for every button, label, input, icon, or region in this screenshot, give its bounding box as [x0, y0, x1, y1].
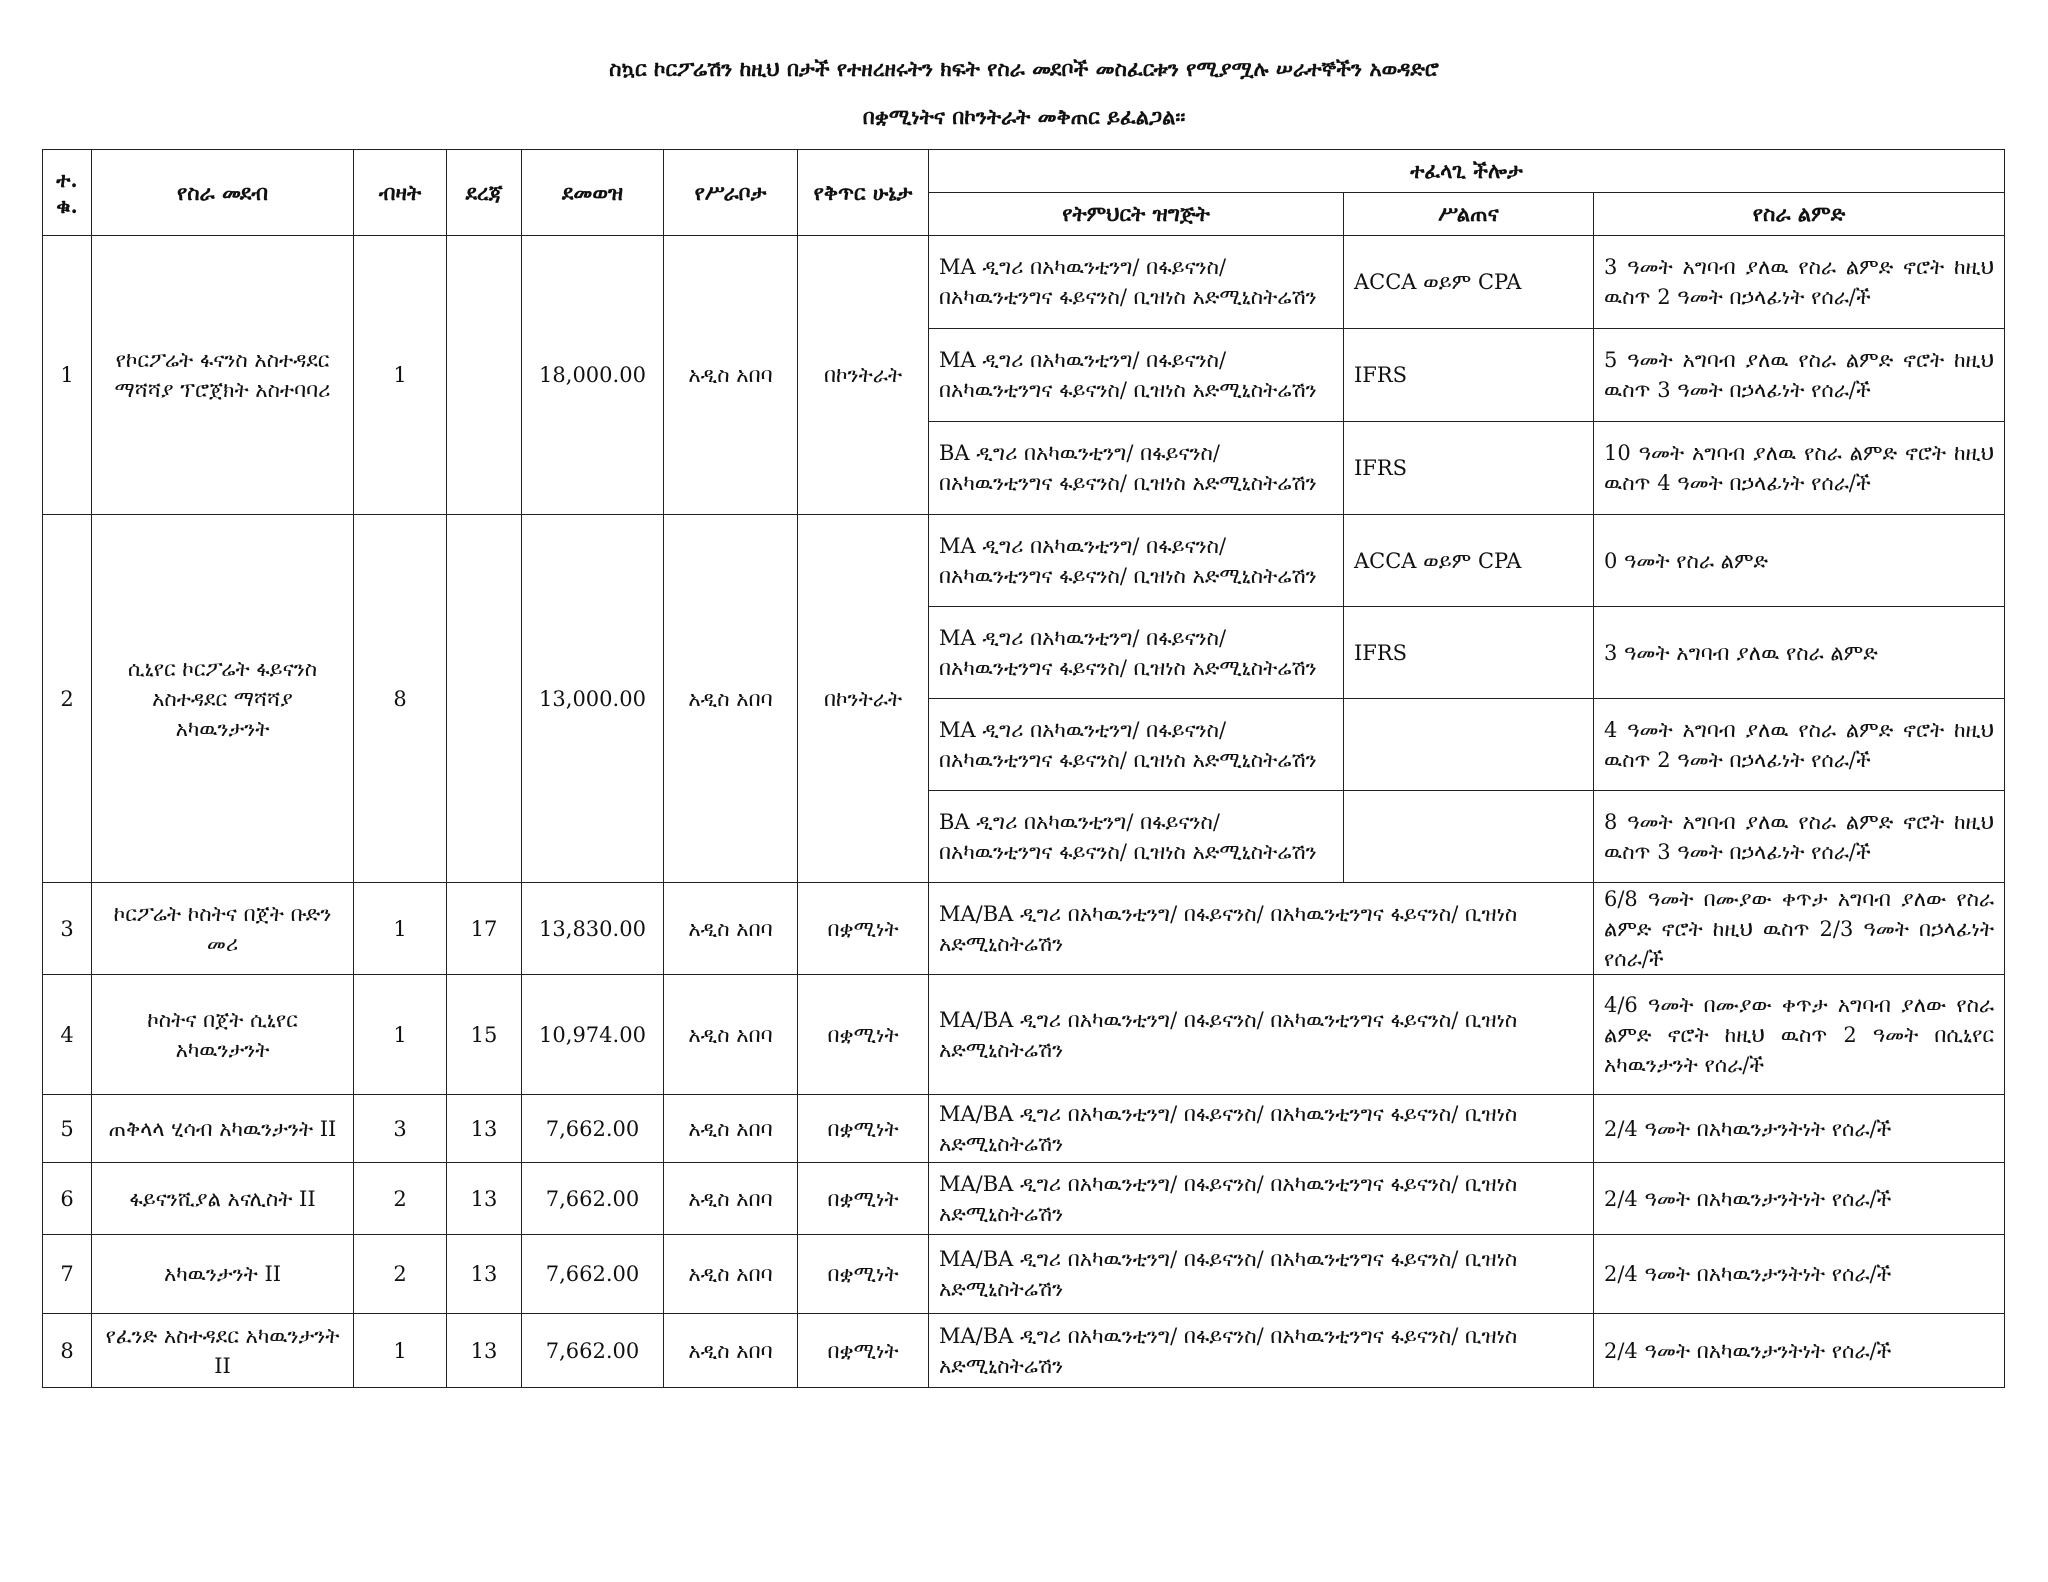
cell-location: አዲስ አበባ	[664, 883, 798, 975]
cell-quantity: 1	[354, 236, 447, 515]
header-experience: የስራ ልምድ	[1594, 193, 2005, 236]
table-row	[43, 975, 2005, 1095]
cell-experience: 10 ዓመት አግባብ ያለዉ የስራ ልምድ ኖሮት ከዚህ ዉስጥ 4 ዓመት በኃላፊነት የሰራ/ች	[1594, 422, 2005, 515]
cell-quantity: 1	[354, 1314, 447, 1388]
cell-no: 6	[43, 1163, 92, 1235]
cell-position: የኮርፖሬት ፋናንስ አስተዳደር ማሻሻያ ፕሮጀክት አስተባባሪ	[92, 236, 354, 515]
cell-employment: በቋሚነት	[798, 1095, 929, 1163]
cell-employment: በቋሚነት	[798, 1314, 929, 1388]
cell-education: MA/BA ዲግሪ በአካዉንቲንግ/ በፋይናንስ/ በአካዉንቲንግና ፋይናንስ/ ቢዝነስ አድሚኒስትሬሽን	[929, 883, 1594, 975]
cell-position: ፋይናንሺያል አናሊስት II	[92, 1163, 354, 1235]
cell-grade: 13	[447, 1163, 522, 1235]
cell-education: MA/BA ዲግሪ በአካዉንቲንግ/ በፋይናንስ/ በአካዉንቲንግና ፋይናንስ/ ቢዝነስ አድሚኒስትሬሽን	[929, 975, 1594, 1095]
cell-no: 1	[43, 236, 92, 515]
cell-experience: 8 ዓመት አግባብ ያለዉ የስራ ልምድ ኖሮት ከዚህ ዉስጥ 3 ዓመት በኃላፊነት የሰራ/ች	[1594, 791, 2005, 883]
table-row	[43, 1163, 2005, 1235]
cell-grade	[447, 236, 522, 515]
cell-employment: በኮንትራት	[798, 515, 929, 883]
cell-experience: 2/4 ዓመት በአካዉንታንትነት የሰራ/ች	[1594, 1235, 2005, 1314]
header-requirements: ተፈላጊ ችሎታ	[929, 150, 2005, 193]
cell-education: BA ዲግሪ በአካዉንቲንግ/ በፋይናንስ/ በአካዉንቲንግና ፋይናንስ/ ቢዝነስ አድሚኒስትሬሽን	[929, 791, 1344, 883]
cell-no: 3	[43, 883, 92, 975]
cell-location: አዲስ አበባ	[664, 1163, 798, 1235]
cell-training: IFRS	[1344, 422, 1594, 515]
cell-no: 5	[43, 1095, 92, 1163]
cell-no: 2	[43, 515, 92, 883]
cell-location: አዲስ አበባ	[664, 1095, 798, 1163]
cell-quantity: 1	[354, 975, 447, 1095]
cell-grade: 13	[447, 1095, 522, 1163]
cell-education: MA ዲግሪ በአካዉንቲንግ/ በፋይናንስ/ በአካዉንቲንግና ፋይናንስ/ ቢዝነስ አድሚኒስትሬሽን	[929, 699, 1344, 791]
cell-education: MA ዲግሪ በአካዉንቲንግ/ በፋይናንስ/ በአካዉንቲንግና ፋይናንስ/ ቢዝነስ አድሚኒስትሬሽን	[929, 607, 1344, 699]
document-title: ስኳር ኮርፖሬሽን ከዚህ በታች የተዘረዘሩትን ክፍት የስራ መደቦች መስፈርቱን የሚያሟሉ ሠራተኞችን አወዳድሮ	[609, 56, 1439, 81]
header-grade: ደረጃ	[447, 150, 522, 236]
cell-salary: 10,974.00	[522, 975, 664, 1095]
cell-education: MA ዲግሪ በአካዉንቲንግ/ በፋይናንስ/ በአካዉንቲንግና ፋይናንስ/ ቢዝነስ አድሚኒስትሬሽን	[929, 236, 1344, 329]
cell-position: አካዉንታንት II	[92, 1235, 354, 1314]
cell-training	[1344, 791, 1594, 883]
cell-location: አዲስ አበባ	[664, 515, 798, 883]
cell-education: MA/BA ዲግሪ በአካዉንቲንግ/ በፋይናንስ/ በአካዉንቲንግና ፋይናንስ/ ቢዝነስ አድሚኒስትሬሽን	[929, 1163, 1594, 1235]
cell-grade: 13	[447, 1235, 522, 1314]
cell-quantity: 2	[354, 1163, 447, 1235]
cell-salary: 7,662.00	[522, 1314, 664, 1388]
cell-salary: 7,662.00	[522, 1235, 664, 1314]
cell-no: 4	[43, 975, 92, 1095]
cell-position: ኮስትና በጀት ሲኒየር አካዉንታንት	[92, 975, 354, 1095]
cell-position: ጠቅላላ ሂሳብ አካዉንታንት II	[92, 1095, 354, 1163]
cell-salary: 13,000.00	[522, 515, 664, 883]
header-row	[43, 150, 2005, 193]
cell-quantity: 8	[354, 515, 447, 883]
cell-employment: በቋሚነት	[798, 1163, 929, 1235]
table-row	[43, 1314, 2005, 1388]
cell-education: BA ዲግሪ በአካዉንቲንግ/ በፋይናንስ/ በአካዉንቲንግና ፋይናንስ/ ቢዝነስ አድሚኒስትሬሽን	[929, 422, 1344, 515]
cell-experience: 0 ዓመት የስራ ልምድ	[1594, 515, 2005, 607]
cell-salary: 13,830.00	[522, 883, 664, 975]
cell-experience: 3 ዓመት አግባብ ያለዉ የስራ ልምድ ኖሮት ከዚህ ዉስጥ 2 ዓመት በኃላፊነት የሰራ/ች	[1594, 236, 2005, 329]
table-row	[43, 883, 2005, 975]
cell-experience: 6/8 ዓመት በሙያው ቀጥታ አግባብ ያለው የስራ ልምድ ኖሮት ከዚህ ዉስጥ 2/3 ዓመት በኃላፊነት የሰራ/ች	[1594, 883, 2005, 975]
cell-grade: 17	[447, 883, 522, 975]
cell-location: አዲስ አበባ	[664, 975, 798, 1095]
cell-training: IFRS	[1344, 607, 1594, 699]
cell-education: MA/BA ዲግሪ በአካዉንቲንግ/ በፋይናንስ/ በአካዉንቲንግና ፋይናንስ/ ቢዝነስ አድሚኒስትሬሽን	[929, 1235, 1594, 1314]
cell-location: አዲስ አበባ	[664, 1314, 798, 1388]
cell-training: ACCA ወይም CPA	[1344, 515, 1594, 607]
cell-quantity: 3	[354, 1095, 447, 1163]
cell-position: ኮርፖሬት ኮስትና በጀት ቡድን መሪ	[92, 883, 354, 975]
cell-education: MA/BA ዲግሪ በአካዉንቲንግ/ በፋይናንስ/ በአካዉንቲንግና ፋይናንስ/ ቢዝነስ አድሚኒስትሬሽን	[929, 1314, 1594, 1388]
cell-position: ሲኒየር ኮርፖሬት ፋይናንስ አስተዳደር ማሻሻያ አካዉንታንት	[92, 515, 354, 883]
cell-location: አዲስ አበባ	[664, 236, 798, 515]
cell-training	[1344, 699, 1594, 791]
cell-employment: በቋሚነት	[798, 1235, 929, 1314]
vacancy-table	[42, 149, 2005, 1388]
header-employment: የቅጥር ሁኔታ	[798, 150, 929, 236]
header-training: ሥልጠና	[1344, 193, 1594, 236]
cell-experience: 2/4 ዓመት በአካዉንታንትነት የሰራ/ች	[1594, 1095, 2005, 1163]
cell-education: MA/BA ዲግሪ በአካዉንቲንግ/ በፋይናንስ/ በአካዉንቲንግና ፋይናንስ/ ቢዝነስ አድሚኒስትሬሽን	[929, 1095, 1594, 1163]
cell-grade: 15	[447, 975, 522, 1095]
header-salary: ደመወዝ	[522, 150, 664, 236]
cell-education: MA ዲግሪ በአካዉንቲንግ/ በፋይናንስ/ በአካዉንቲንግና ፋይናንስ/ ቢዝነስ አድሚኒስትሬሽን	[929, 515, 1344, 607]
cell-training: ACCA ወይም CPA	[1344, 236, 1594, 329]
cell-experience: 2/4 ዓመት በአካዉንታንትነት የሰራ/ች	[1594, 1163, 2005, 1235]
cell-employment: በቋሚነት	[798, 975, 929, 1095]
table-row	[43, 236, 2005, 329]
table-row	[43, 1235, 2005, 1314]
cell-experience: 2/4 ዓመት በአካዉንታንትነት የሰራ/ች	[1594, 1314, 2005, 1388]
cell-position: የፈንድ አስተዳደር አካዉንታንት II	[92, 1314, 354, 1388]
cell-experience: 5 ዓመት አግባብ ያለዉ የስራ ልምድ ኖሮት ከዚህ ዉስጥ 3 ዓመት በኃላፊነት የሰራ/ች	[1594, 329, 2005, 422]
cell-experience: 4 ዓመት አግባብ ያለዉ የስራ ልምድ ኖሮት ከዚህ ዉስጥ 2 ዓመት በኃላፊነት የሰራ/ች	[1594, 699, 2005, 791]
table-row	[43, 1095, 2005, 1163]
cell-training: IFRS	[1344, 329, 1594, 422]
header-location: የሥራቦታ	[664, 150, 798, 236]
cell-grade: 13	[447, 1314, 522, 1388]
cell-quantity: 2	[354, 1235, 447, 1314]
header-position: የስራ መደብ	[92, 150, 354, 236]
cell-quantity: 1	[354, 883, 447, 975]
cell-location: አዲስ አበባ	[664, 1235, 798, 1314]
cell-no: 8	[43, 1314, 92, 1388]
cell-grade	[447, 515, 522, 883]
cell-salary: 7,662.00	[522, 1163, 664, 1235]
cell-salary: 7,662.00	[522, 1095, 664, 1163]
header-education: የትምህርት ዝግጅት	[929, 193, 1344, 236]
cell-salary: 18,000.00	[522, 236, 664, 515]
cell-no: 7	[43, 1235, 92, 1314]
header-no: ተ. ቁ.	[43, 150, 92, 236]
table-row	[43, 515, 2005, 607]
header-quantity: ብዛት	[354, 150, 447, 236]
cell-employment: በቋሚነት	[798, 883, 929, 975]
document-subtitle: በቋሚነትና በኮንትራት መቅጠር ይፈልጋል፡፡	[862, 104, 1186, 129]
cell-employment: በኮንትራት	[798, 236, 929, 515]
cell-experience: 3 ዓመት አግባብ ያለዉ የስራ ልምድ	[1594, 607, 2005, 699]
cell-experience: 4/6 ዓመት በሙያው ቀጥታ አግባብ ያለው የስራ ልምድ ኖሮት ከዚህ ዉስጥ 2 ዓመት በሲኒየር አካዉንታንት የሰራ/ች	[1594, 975, 2005, 1095]
cell-education: MA ዲግሪ በአካዉንቲንግ/ በፋይናንስ/ በአካዉንቲንግና ፋይናንስ/ ቢዝነስ አድሚኒስትሬሽን	[929, 329, 1344, 422]
